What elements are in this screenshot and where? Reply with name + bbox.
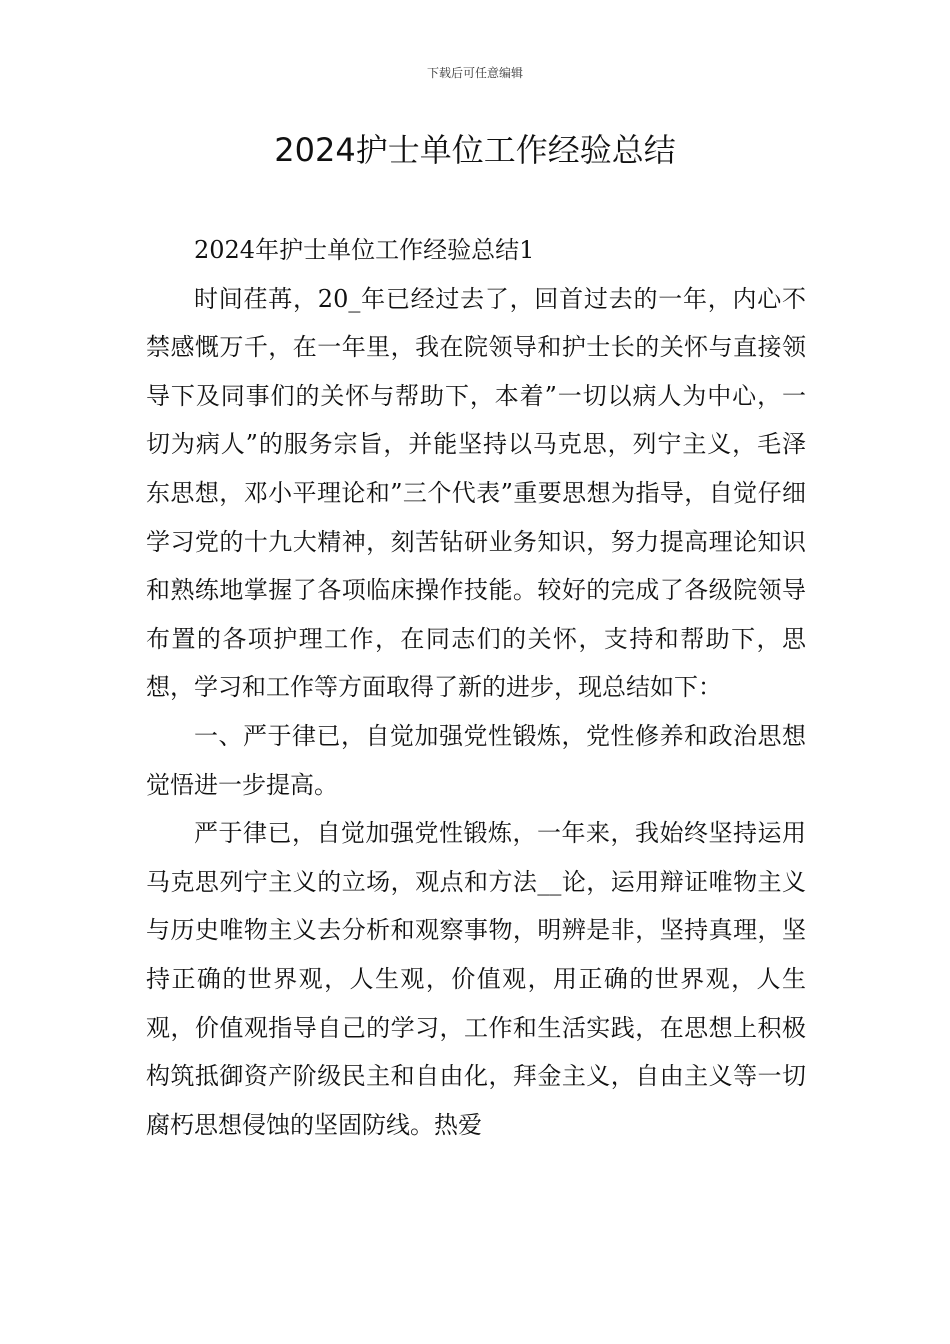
header-note: 下载后可任意编辑 <box>426 66 523 80</box>
paragraph: 严于律已，自觉加强党性锻炼，一年来，我始终坚持运用马克思列宁主义的立场，观点和方法__论，运用辩证唯物主义与历史唯物主义去分析和观察事物，明辨是非，坚持真理，坚持正确的世界观，人生观，价值观，用正确的世界观，人生观，价值观指导自己的学习，工作和生活实践，在思想上积极构筑抵御资产阶级民主和自由化，拜金主义，自由主义等一切腐朽思想侵蚀的坚固防线。热爱 <box>146 819 806 1139</box>
document-title: 2024护士单位工作经验总结 <box>274 131 676 169</box>
section-heading: 2024年护士单位工作经验总结1 <box>194 236 535 264</box>
paragraph: 时间荏苒，20_年已经过去了，回首过去的一年，内心不禁感慨万千，在一年里，我在院领导和护士长的关怀与直接领导下及同事们的关怀与帮助下，本着”一切以病人为中心，一切为病人”的服务宗旨，并能坚持以马克思，列宁主义，毛泽东思想，邓小平理论和”三个代表”重要思想为指导，自觉仔细学习党的十九大精神，刻苦钻研业务知识，努力提高理论知识和熟练地掌握了各项临床操作技能。较好的完成了各级院领导布置的各项护理工作，在同志们的关怀，支持和帮助下，思想，学习和工作等方面取得了新的进步，现总结如下： <box>146 284 806 702</box>
paragraph: 一、严于律已，自觉加强党性锻炼，党性修养和政治思想觉悟进一步提高。 <box>146 721 806 799</box>
document-body <box>146 226 806 1149</box>
